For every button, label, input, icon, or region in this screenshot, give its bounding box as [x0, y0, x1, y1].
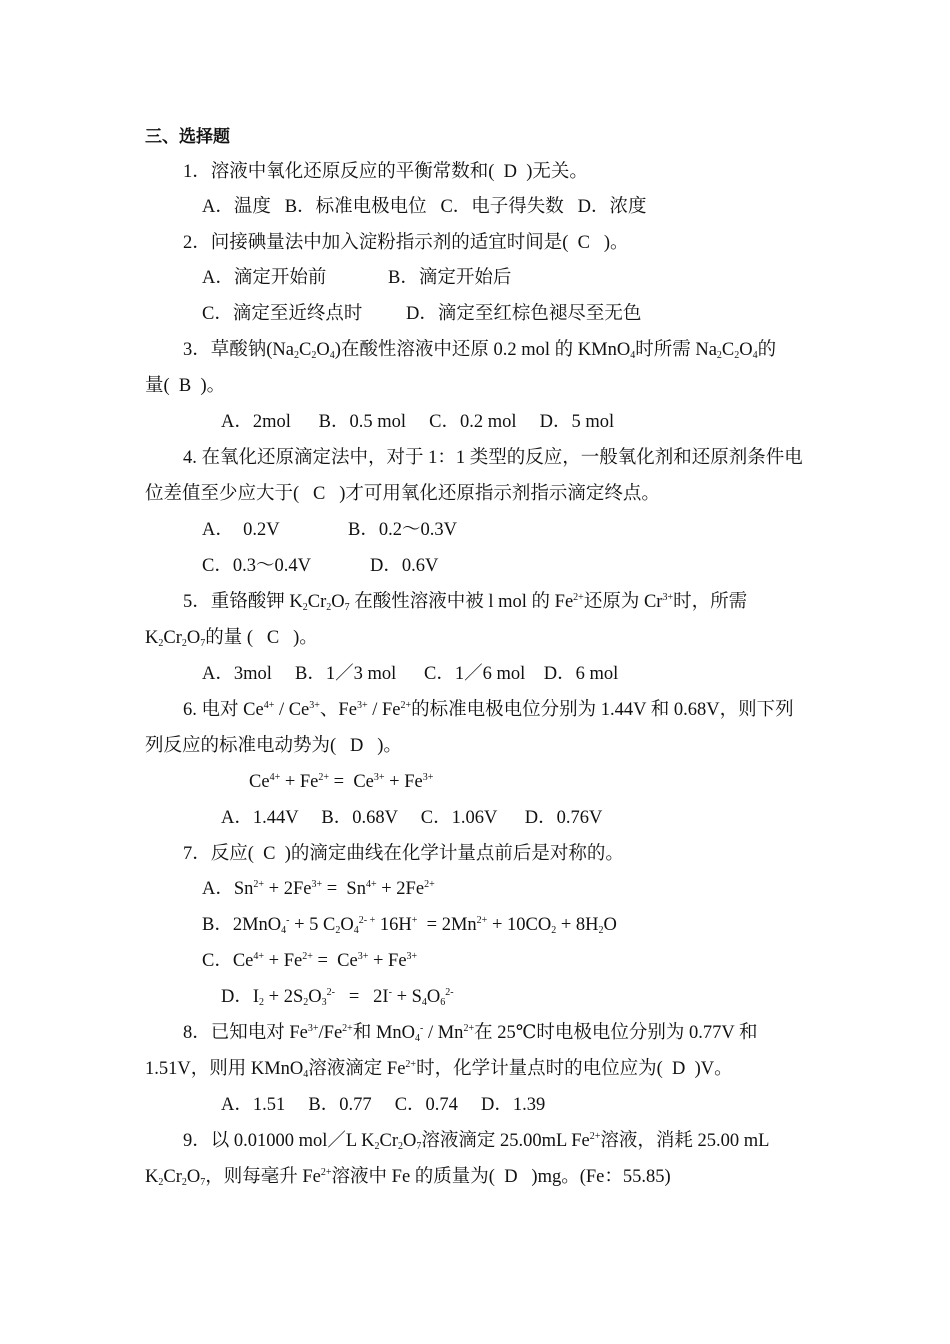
question-2-option-c: C．滴定至近终点时 — [202, 304, 363, 324]
question-5-stem-cont: $K_2Cr_2O_7$的量 ( C )。 — [145, 628, 318, 649]
question-4-option-d: D．0.6V — [370, 556, 439, 576]
question-6-stem: 6. 电对 $Ce^{4+} / Ce^{3+}$、$Fe^{3+} / Fe^{2+}$的标准电极电位分别为 1.44V 和 0.68V，则下列 — [183, 700, 794, 720]
question-6-options: A．1.44V B．0.68V C．1.06V D．0.76V — [221, 808, 603, 828]
question-4-option-b: B．0.2～0.3V — [348, 520, 457, 540]
question-2-stem: 2．问接碘量法中加入淀粉指示剂的适宜时间是( C )。 — [183, 233, 629, 253]
question-8-stem-cont: 1.51V，则用 KMnO$_4$溶液滴定 $Fe^{2+}$时，化学计量点时的电位应为( D )V。 — [145, 1059, 733, 1080]
question-9-stem: 9．以 0.01000 mol／L $K_2Cr_2O_7$溶液滴定 25.00mL $Fe^{2+}$溶液，消耗 25.00 mL — [183, 1131, 770, 1152]
question-3-stem-cont: 量( B )。 — [145, 376, 226, 396]
question-4-option-c: C．0.3～0.4V — [202, 556, 311, 576]
question-6-stem-cont: 列反应的标准电动势为( D )。 — [145, 736, 402, 756]
question-9-stem-cont: $K_2Cr_2O_7$，则每毫升 $Fe^{2+}$溶液中 Fe 的质量为( D )mg。(Fe：55.85) — [145, 1167, 671, 1188]
question-8-options: A．1.51 B．0.77 C．0.74 D．1.39 — [221, 1095, 546, 1115]
question-1-stem: 1．溶液中氧化还原反应的平衡常数和( D )无关。 — [183, 162, 588, 182]
question-7-option-a: A．$Sn^{2+} + 2Fe^{3+} = Sn^{4+} + 2Fe^{2+}$ — [202, 879, 435, 899]
question-4-stem-cont: 位差值至少应大于( C )才可用氧化还原指示剂指示滴定终点。 — [145, 484, 660, 504]
question-6-equation: $Ce^{4+} + Fe^{2+} = Ce^{3+} + Fe^{3+}$ — [249, 772, 434, 792]
question-3-stem: 3．草酸钠$(Na_2C_2O_4)$在酸性溶液中还原 0.2 mol 的 KMnO$_4$时所需 $Na_2C_2O_4$的 — [183, 340, 777, 361]
question-5-stem: 5．重铬酸钾 $K_2Cr_2O_7$ 在酸性溶液中被 l mol 的 $Fe^{2+}$还原为 $Cr^{3+}$时，所需 — [183, 592, 748, 613]
question-2-option-b: B．滴定开始后 — [388, 268, 512, 288]
question-8-stem: 8．已知电对 $Fe^{3+}/Fe^{2+}$和 $MnO_4^- / Mn^{2+}$在 25℃时电极电位分别为 0.77V 和 — [183, 1023, 758, 1044]
question-7-stem: 7．反应( C )的滴定曲线在化学计量点前后是对称的。 — [183, 844, 624, 864]
question-2-option-d: D．滴定至红棕色褪尽至无色 — [406, 304, 642, 324]
question-3-options: A．2mol B．0.5 mol C．0.2 mol D．5 mol — [221, 412, 615, 432]
question-7-option-d: D．$I_2 + 2S_2O_3^{2-} = 2I^- + S_4O_6^{2-}$ — [221, 987, 454, 1008]
question-1-options: A．温度 B．标准电极电位 C．电子得失数 D．浓度 — [202, 197, 647, 217]
question-2-option-a: A．滴定开始前 — [202, 268, 327, 288]
question-4-option-a: A． 0.2V — [202, 520, 280, 540]
question-7-option-b: B．2MnO$_4$- + 5 $C_2O_4^{2- +}$ $16H^+ = 2Mn^{2+} + 10CO_2 + 8H_2O$ — [202, 915, 617, 936]
section-heading: 三、选择题 — [145, 127, 230, 147]
question-7-option-c: C．$Ce^{4+} + Fe^{2+} = Ce^{3+} + Fe^{3+}$ — [202, 951, 418, 971]
question-4-stem: 4. 在氧化还原滴定法中，对于 1：1 类型的反应，一般氧化剂和还原剂条件电 — [183, 448, 803, 468]
question-5-options: A．3mol B．1／3 mol C．1／6 mol D．6 mol — [202, 664, 619, 684]
